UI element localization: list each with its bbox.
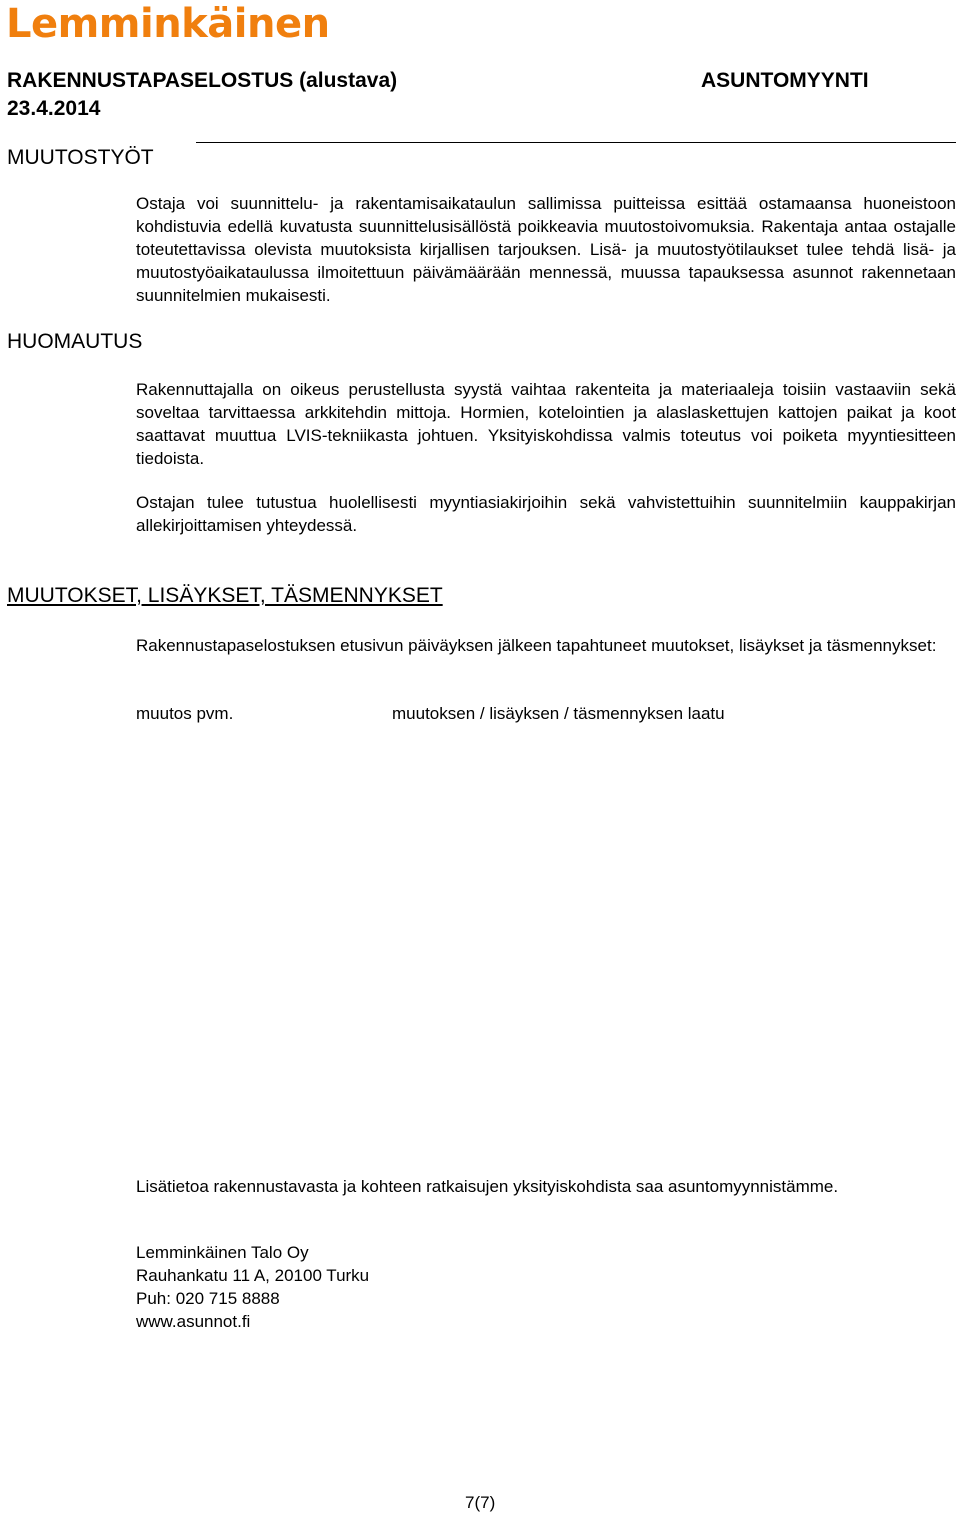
header-rule <box>196 142 956 143</box>
section-heading-muutostyot: MUUTOSTYÖT <box>7 146 154 169</box>
page-number: 7(7) <box>465 1493 496 1512</box>
huomautus-paragraph-2: Ostajan tulee tutustua huolellisesti myyntiasiakirjoihin sekä vahvistettuihin suunnitelmiin kauppakirjan allekirjoittamisen yhteydessä. <box>136 493 956 535</box>
department-label: ASUNTOMYYNTI <box>701 69 869 92</box>
footer-website: www.asunnot.fi <box>136 1312 251 1331</box>
footer-address: Rauhankatu 11 A, 20100 Turku <box>136 1266 370 1285</box>
company-logo: Lemminkäinen <box>6 1 330 47</box>
column-label-type: muutoksen / lisäyksen / täsmennyksen laatu <box>392 704 725 723</box>
column-label-date: muutos pvm. <box>136 704 234 723</box>
muutostyot-paragraph: Ostaja voi suunnittelu- ja rakentamisaikataulun sallimissa puitteissa esittää ostamaansa huoneistoon kohdistuvia edellä kuvatusta suunnittelusisällöstä poikkeavia muutostoivomuksia. Rakentaja antaa ostajalle toteutettavissa olevista muutoksista kirjallisen tarjouksen. Lisä- ja muutostyötilaukset tulee tehdä lisä- ja muutostyöaikataulussa ilmoitettuun päivämäärään mennessä, muussa tapauksessa asunnot rakennetaan suunnitelmien mukaisesti. <box>136 194 956 305</box>
section-heading-muutokset: MUUTOKSET, LISÄYKSET, TÄSMENNYKSET <box>7 584 443 607</box>
footer-info: Lisätietoa rakennustavasta ja kohteen ratkaisujen yksityiskohdista saa asuntomyynnistämme. <box>136 1177 839 1196</box>
section-heading-huomautus: HUOMAUTUS <box>7 330 143 353</box>
muutokset-intro: Rakennustapaselostuksen etusivun päiväyksen jälkeen tapahtuneet muutokset, lisäykset ja täsmennykset: <box>136 636 937 655</box>
footer-phone: Puh: 020 715 8888 <box>136 1289 280 1308</box>
document-title: RAKENNUSTAPASELOSTUS (alustava) <box>7 69 398 92</box>
huomautus-paragraph-1: Rakennuttajalla on oikeus perustellusta syystä vaihtaa rakenteita ja materiaaleja toisiin vastaaviin sekä soveltaa tarvittaessa arkkitehdin mittoja. Hormien, kotelointien ja alaslaskettujen kattojen paikat ja koot saattavat muuttua LVIS-tekniikasta johtuen. Yksityiskohdissa valmis toteutus voi poiketa myyntiesitteen tiedoista. <box>136 380 956 468</box>
document-date: 23.4.2014 <box>7 97 101 120</box>
footer-company: Lemminkäinen Talo Oy <box>136 1243 309 1262</box>
